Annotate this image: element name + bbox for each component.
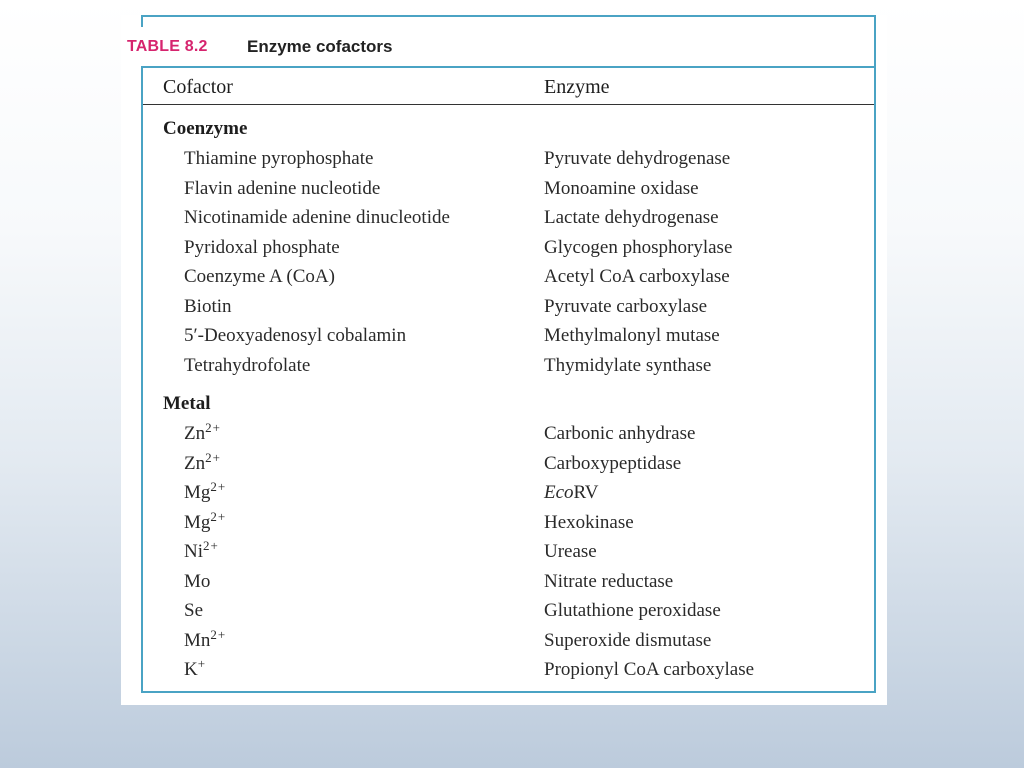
cofactor-cell: Pyridoxal phosphate (184, 237, 340, 258)
ion-charge: + (197, 656, 207, 671)
enzyme-cell (544, 481, 598, 505)
cofactor-cell (184, 629, 226, 653)
enzyme-cell: Acetyl CoA carboxylase (544, 266, 730, 287)
cofactor-cell (184, 570, 210, 594)
header-divider (143, 104, 874, 105)
enzyme-cell: Monoamine oxidase (544, 178, 699, 199)
enzyme-cell: Urease (544, 541, 597, 562)
enzyme-cell: Lactate dehydrogenase (544, 207, 719, 228)
table-row (121, 452, 871, 476)
table-row (121, 147, 871, 171)
table-row (121, 206, 871, 230)
section-heading-coenzyme: Coenzyme (163, 118, 248, 139)
table-number: TABLE 8.2 (127, 38, 208, 55)
ion-charge: 2+ (203, 538, 219, 553)
cofactor-cell: Coenzyme A (CoA) (184, 266, 335, 287)
element-symbol: K (184, 659, 198, 680)
enzyme-cell: Carboxypeptidase (544, 453, 682, 474)
table-row (121, 324, 871, 348)
table-row (121, 265, 871, 289)
enzyme-italic-part: Eco (544, 482, 574, 503)
element-symbol: Se (184, 600, 203, 621)
cofactor-cell (184, 481, 226, 505)
frame-line (874, 15, 876, 693)
cofactor-cell (184, 658, 206, 682)
cofactor-cell (184, 511, 226, 535)
cofactor-cell: Biotin (184, 296, 232, 317)
table-row (121, 481, 871, 505)
enzyme-cell: Methylmalonyl mutase (544, 325, 720, 346)
ion-charge: 2+ (205, 420, 221, 435)
table-row (121, 511, 871, 535)
table-row (121, 354, 871, 378)
ion-charge: 2+ (210, 479, 227, 494)
column-header-cofactor: Cofactor (163, 76, 233, 98)
cofactor-cell (184, 540, 219, 564)
enzyme-cell: Glutathione peroxidase (544, 600, 721, 621)
cofactor-cell: Nicotinamide adenine dinucleotide (184, 207, 450, 228)
ion-charge: 2+ (205, 450, 221, 465)
element-symbol: Ni (184, 541, 203, 562)
table-row (121, 658, 871, 682)
element-symbol: Mg (184, 482, 211, 503)
ion-charge: 2+ (210, 509, 227, 524)
cofactor-cell: Flavin adenine nucleotide (184, 178, 381, 199)
table-title: Enzyme cofactors (247, 37, 393, 56)
table-card (121, 15, 887, 705)
enzyme-cell: Thymidylate synthase (544, 355, 712, 376)
enzyme-cell: Nitrate reductase (544, 571, 674, 592)
enzyme-cell: Glycogen phosphorylase (544, 237, 733, 258)
element-symbol: Mo (184, 571, 211, 592)
cofactor-cell (184, 599, 203, 623)
ion-charge: 2+ (210, 627, 227, 642)
element-symbol: Mg (184, 512, 211, 533)
frame-line (141, 691, 876, 693)
enzyme-cell: Hexokinase (544, 512, 634, 533)
table-row (121, 570, 871, 594)
table-row (121, 422, 871, 446)
table-row (121, 599, 871, 623)
enzyme-cell: Propionyl CoA carboxylase (544, 659, 755, 680)
element-symbol: Zn (184, 453, 206, 474)
cofactor-cell (184, 452, 221, 476)
enzyme-rest-part: RV (573, 482, 599, 503)
element-symbol: Zn (184, 423, 206, 444)
enzyme-cell: Superoxide dismutase (544, 630, 712, 651)
frame-line (141, 66, 876, 68)
enzyme-cell: Carbonic anhydrase (544, 423, 696, 444)
table-row (121, 629, 871, 653)
enzyme-cell: Pyruvate dehydrogenase (544, 148, 731, 169)
cofactor-cell (184, 422, 221, 446)
table-row (121, 295, 871, 319)
element-symbol: Mn (184, 630, 211, 651)
section-heading-metal: Metal (163, 393, 211, 414)
frame-line (141, 15, 876, 17)
table-row (121, 177, 871, 201)
column-header-enzyme: Enzyme (544, 76, 610, 98)
table-row (121, 540, 871, 564)
enzyme-cell: Pyruvate carboxylase (544, 296, 708, 317)
cofactor-cell: 5′-Deoxyadenosyl cobalamin (184, 325, 407, 346)
cofactor-cell: Thiamine pyrophosphate (184, 148, 374, 169)
cofactor-cell: Tetrahydrofolate (184, 355, 311, 376)
table-row (121, 236, 871, 260)
